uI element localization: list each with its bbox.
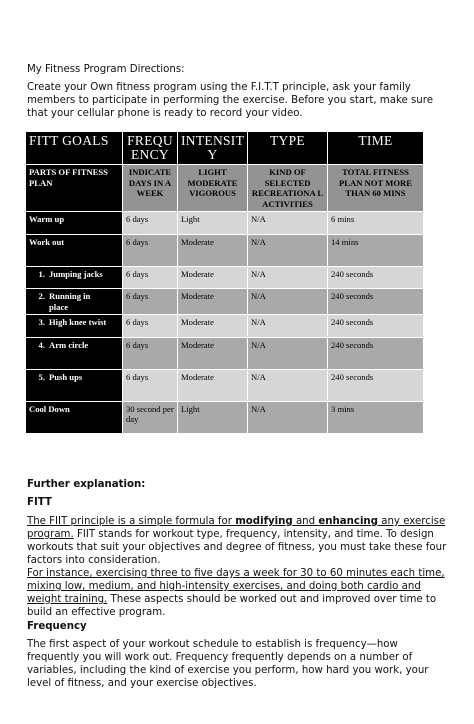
row-frequency: 6 days (123, 315, 178, 338)
row-time: 6 mins (328, 212, 424, 235)
row-time: 3 mins (328, 401, 424, 433)
row-label: 4. Arm circle (26, 337, 123, 369)
row-time: 240 seconds (328, 289, 424, 315)
subheader-frequency: INDICATE DAYS IN A WEEK (123, 165, 178, 212)
table-row (26, 289, 424, 315)
fitt-paragraph: The FIIT principle is a simple formula for modifying and enhancing any exercise program. FIIT stands for workout type, frequency, intensity, and time. To design workouts that suit your objectives and degree of fitness, you must take these four factors into consideration. (27, 516, 447, 566)
row-label: 3. High knee twist (26, 315, 123, 338)
table-row (26, 401, 424, 433)
table-row (26, 369, 424, 401)
table-row (26, 266, 424, 289)
table-header-row (26, 132, 424, 165)
row-label: 5. Push ups (26, 369, 123, 401)
intro-paragraph: Create your Own fitness program using the F.I.T.T principle, ask your family members to participate in performing the exercise. Before you start, make sure that your cellular phone is ready to record your video. (27, 82, 433, 119)
row-type: N/A (248, 401, 328, 433)
table-row (26, 234, 424, 266)
subheader-time: TOTAL FITNESS PLAN NOT MORE THAN 60 MINS (328, 165, 424, 212)
header-time: TIME (328, 132, 424, 165)
row-type: N/A (248, 337, 328, 369)
row-type: N/A (248, 212, 328, 235)
page-title: My Fitness Program Directions: (27, 64, 185, 75)
header-type: TYPE (248, 132, 328, 165)
row-frequency: 6 days (123, 266, 178, 289)
row-intensity: Moderate (178, 369, 248, 401)
row-frequency: 6 days (123, 289, 178, 315)
row-frequency: 6 days (123, 234, 178, 266)
row-time: 240 seconds (328, 337, 424, 369)
row-intensity: Moderate (178, 289, 248, 315)
subheader-parts: PARTS OF FITNESS PLAN (26, 165, 123, 212)
row-frequency: 6 days (123, 337, 178, 369)
row-type: N/A (248, 266, 328, 289)
header-fitt-goals: FITT GOALS (26, 132, 123, 165)
example-paragraph: For instance, exercising three to five days a week for 30 to 60 minutes each time, mixing low, medium, and high-intensity exercises, and doing both cardio and weight training. These aspects should be worked out and improved over time to build an effective program. (27, 568, 445, 618)
row-type: N/A (248, 289, 328, 315)
fitt-heading: FITT (27, 497, 52, 508)
row-time: 240 seconds (328, 315, 424, 338)
frequency-heading: Frequency (27, 621, 87, 632)
header-intensity: INTENSIT Y (178, 132, 248, 165)
row-intensity: Light (178, 401, 248, 433)
row-intensity: Moderate (178, 337, 248, 369)
row-intensity: Light (178, 212, 248, 235)
fitt-table (25, 131, 424, 434)
table-row (26, 337, 424, 369)
row-type: N/A (248, 234, 328, 266)
row-intensity: Moderate (178, 234, 248, 266)
row-intensity: Moderate (178, 266, 248, 289)
row-frequency: 6 days (123, 369, 178, 401)
row-type: N/A (248, 315, 328, 338)
row-label: 1. Jumping jacks (26, 266, 123, 289)
further-explanation-heading: Further explanation: (27, 479, 146, 490)
table-row (26, 315, 424, 338)
table-subheader-row (26, 165, 424, 212)
row-time: 240 seconds (328, 266, 424, 289)
row-type: N/A (248, 369, 328, 401)
row-frequency: 6 days (123, 212, 178, 235)
frequency-paragraph: The first aspect of your workout schedule to establish is frequency—how frequently you will work out. Frequency frequently depends on a number of variables, including the kind of exercise you perform, how hard you work, your level of fitness, and your exercise objectives. (27, 639, 429, 689)
row-label: Cool Down (26, 401, 123, 433)
row-label: Warm up (26, 212, 123, 235)
subheader-intensity: LIGHT MODERATE VIGOROUS (178, 165, 248, 212)
row-label: Work out (26, 234, 123, 266)
row-frequency: 30 second per day (123, 401, 178, 433)
row-time: 240 seconds (328, 369, 424, 401)
header-frequency: FREQU ENCY (123, 132, 178, 165)
subheader-type: KIND OF SELECTED RECREATIONA L ACTIVITIES (248, 165, 328, 212)
row-intensity: Moderate (178, 315, 248, 338)
row-label: 2. Running in place (26, 289, 123, 315)
table-row (26, 212, 424, 235)
row-time: 14 mins (328, 234, 424, 266)
